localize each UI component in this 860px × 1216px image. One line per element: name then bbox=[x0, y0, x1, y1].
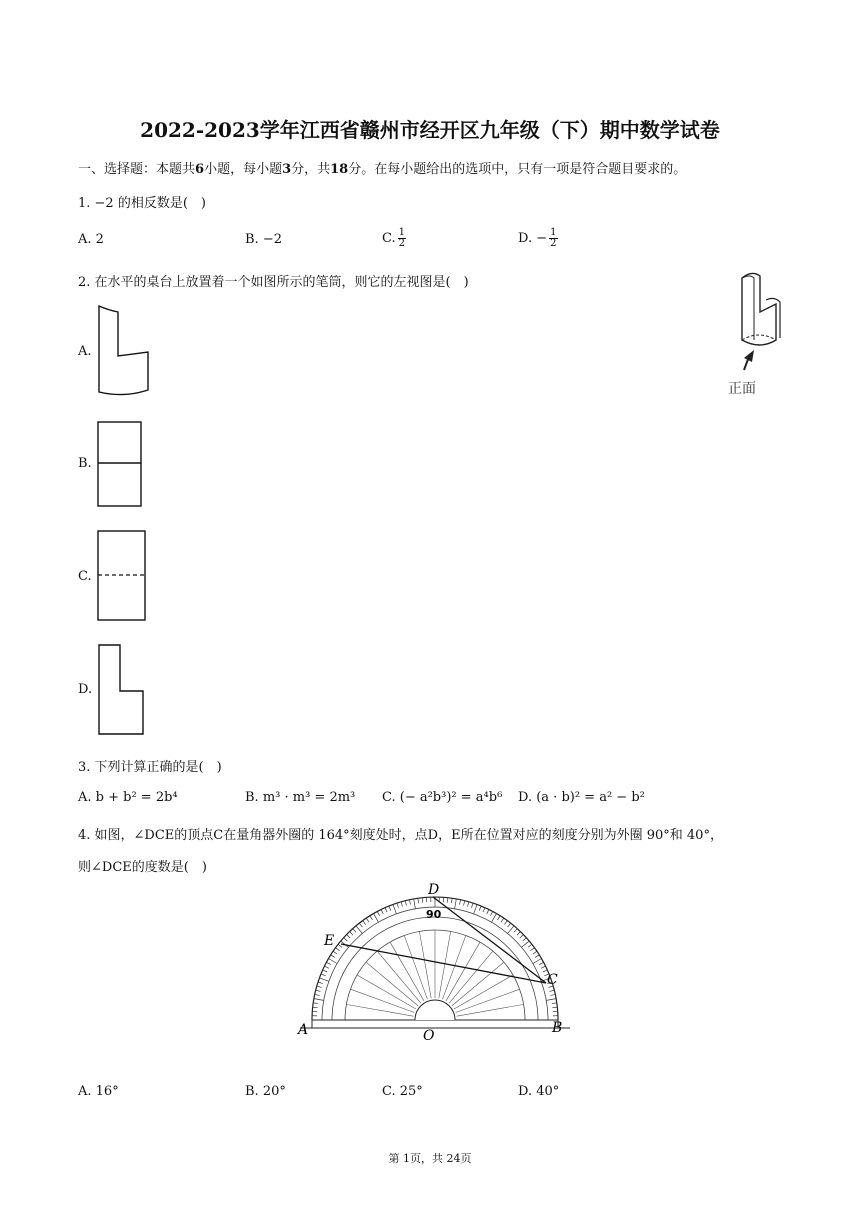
protractor-tick bbox=[520, 935, 524, 938]
protractor-tick bbox=[321, 974, 326, 976]
q2-option-b-figure[interactable] bbox=[96, 420, 146, 510]
protractor-tick bbox=[405, 901, 406, 906]
protractor-tick bbox=[314, 999, 324, 1001]
protractor-tick bbox=[317, 986, 322, 987]
protractor-tick bbox=[326, 962, 330, 964]
protractor-tick bbox=[347, 935, 351, 938]
protractor-tick bbox=[313, 1003, 318, 1004]
protractor-tick bbox=[316, 990, 321, 991]
section-heading: 一、选择题：本题共6小题，每小题3分，共18分。在每小题给出的选项中，只有一项是符合题目要求的。 bbox=[78, 162, 687, 177]
protractor-tick bbox=[381, 909, 383, 913]
protractor-tick bbox=[552, 1003, 557, 1004]
protractor-ray bbox=[357, 975, 416, 1009]
protractor-tick bbox=[393, 904, 396, 913]
protractor-tick bbox=[328, 959, 337, 964]
protractor-tick bbox=[344, 938, 348, 941]
point-e-label: E bbox=[324, 933, 335, 949]
protractor-tick bbox=[397, 903, 399, 908]
q1-option-d[interactable]: D. − $\frac{1}{2}$ bbox=[518, 227, 557, 249]
point-d-label: D bbox=[428, 882, 440, 898]
question-2-stem: 2. 在水平的桌台上放置着一个如图所示的笔筒，则它的左视图是( ) bbox=[78, 275, 469, 290]
protractor-tick bbox=[324, 966, 328, 968]
protractor-tick bbox=[315, 994, 320, 995]
q1-option-c[interactable]: C. $\frac{1}{2}$ bbox=[382, 227, 405, 249]
protractor-tick bbox=[451, 898, 452, 903]
protractor-tick bbox=[471, 903, 473, 908]
protractor-ray bbox=[350, 989, 414, 1012]
protractor-tick bbox=[541, 966, 545, 968]
protractor-ray bbox=[390, 942, 424, 1001]
protractor-tick bbox=[353, 929, 356, 933]
protractor-tick bbox=[468, 902, 469, 907]
protractor-tick bbox=[460, 900, 461, 905]
protractor-tick bbox=[374, 913, 379, 922]
q4-option-c[interactable]: C. 25° bbox=[382, 1084, 423, 1099]
q4-option-b[interactable]: B. 20° bbox=[245, 1084, 286, 1099]
protractor-ray bbox=[454, 975, 513, 1009]
protractor-tick bbox=[335, 948, 339, 951]
protractor-tick bbox=[498, 916, 501, 920]
protractor-tick bbox=[363, 920, 366, 924]
protractor-tick bbox=[492, 913, 497, 922]
protractor-tick bbox=[385, 908, 387, 913]
q4-option-a[interactable]: A. 16° bbox=[78, 1084, 119, 1099]
protractor-tick bbox=[550, 994, 555, 995]
protractor-ray bbox=[456, 989, 520, 1012]
q3-option-d[interactable]: D. (a · b)² = a² − b² bbox=[518, 790, 645, 805]
point-b-label: B bbox=[552, 1020, 563, 1036]
protractor-tick bbox=[422, 898, 423, 903]
q2-option-a[interactable]: A. bbox=[78, 344, 92, 359]
protractor-tick bbox=[523, 938, 527, 941]
protractor-tick bbox=[359, 923, 362, 927]
page-title: 2022-2023学年江西省赣州市经开区九年级（下）期中数学试卷 bbox=[140, 118, 720, 142]
protractor-ray bbox=[446, 942, 480, 1001]
protractor-tick bbox=[528, 944, 532, 947]
protractor-tick bbox=[356, 926, 362, 934]
protractor-figure bbox=[290, 880, 580, 1050]
protractor-tick bbox=[508, 923, 511, 927]
protractor-tick bbox=[539, 962, 543, 964]
protractor-tick bbox=[319, 978, 328, 981]
protractor-tick bbox=[522, 941, 530, 947]
point-o-label: O bbox=[423, 1028, 435, 1044]
protractor-tick bbox=[370, 916, 373, 920]
q1-option-b[interactable]: B. −2 bbox=[245, 232, 282, 247]
protractor-tick bbox=[350, 932, 353, 936]
protractor-tick bbox=[490, 911, 492, 915]
q2-option-b[interactable]: B. bbox=[78, 456, 92, 471]
protractor-tick bbox=[418, 898, 419, 903]
question-1-stem: 1. −2 的相反数是( ) bbox=[78, 196, 206, 211]
question-4-stem-line2: 则∠DCE的度数是( ) bbox=[78, 860, 207, 875]
protractor-tick bbox=[414, 899, 416, 909]
protractor-tick bbox=[401, 902, 402, 907]
protractor-tick bbox=[501, 918, 504, 922]
protractor-tick bbox=[447, 898, 448, 903]
q1-option-a[interactable]: A. 2 bbox=[78, 232, 104, 247]
fraction: $\frac{1}{2}$ bbox=[550, 227, 557, 249]
page-footer: 第 1页，共 24页 bbox=[388, 1152, 472, 1165]
question-4-stem-line1: 4. 如图，∠DCE的顶点C在量角器外圈的 164°刻度处时，点D，E所在位置对应的刻度分别为外圈 90°和 40°， bbox=[78, 828, 723, 843]
protractor-tick bbox=[366, 918, 369, 922]
protractor-ray bbox=[457, 1004, 524, 1016]
protractor-tick bbox=[514, 929, 517, 933]
q2-option-d-figure[interactable] bbox=[96, 643, 148, 738]
protractor-ray bbox=[404, 935, 427, 999]
q3-option-b[interactable]: B. m³ · m³ = 2m³ bbox=[245, 790, 356, 805]
protractor-tick bbox=[549, 990, 554, 991]
protractor-tick bbox=[313, 1007, 318, 1008]
protractor-tick bbox=[535, 955, 539, 958]
protractor-tick bbox=[483, 908, 485, 913]
front-label: 正面 bbox=[728, 381, 756, 397]
protractor-ray bbox=[419, 931, 431, 998]
protractor-tick bbox=[504, 920, 507, 924]
question-3-stem: 3. 下列计算正确的是( ) bbox=[78, 760, 222, 775]
protractor-tick bbox=[508, 926, 514, 934]
protractor-tick bbox=[546, 999, 556, 1001]
protractor-tick bbox=[323, 970, 328, 972]
q2-option-c[interactable]: C. bbox=[78, 569, 92, 584]
q2-option-c-figure[interactable] bbox=[96, 529, 148, 624]
protractor-tick bbox=[331, 955, 335, 958]
protractor-tick bbox=[487, 909, 489, 913]
protractor-tick bbox=[517, 932, 520, 936]
protractor-tick bbox=[409, 900, 410, 905]
scale-90-label: 90 bbox=[426, 908, 442, 921]
q2-option-d[interactable]: D. bbox=[78, 682, 93, 697]
q2-option-a-figure[interactable] bbox=[96, 304, 156, 400]
protractor-tick bbox=[333, 951, 337, 954]
protractor-tick bbox=[479, 906, 481, 911]
protractor-ray bbox=[346, 1004, 413, 1016]
protractor-tick bbox=[530, 948, 534, 951]
q3-option-c[interactable]: C. (− a²b³)² = a⁴b⁶ bbox=[382, 790, 503, 805]
protractor-tick bbox=[455, 899, 457, 909]
protractor-tick bbox=[318, 982, 323, 984]
q3-option-a[interactable]: A. b + b² = 2b⁴ bbox=[78, 790, 178, 805]
protractor-tick bbox=[389, 906, 391, 911]
point-a-label: A bbox=[298, 1022, 309, 1038]
protractor-tick bbox=[533, 959, 542, 964]
protractor-tick bbox=[377, 911, 379, 915]
protractor-tick bbox=[533, 951, 537, 954]
point-c-label: C bbox=[547, 972, 558, 988]
q4-option-d[interactable]: D. 40° bbox=[518, 1084, 560, 1099]
fraction: $\frac{1}{2}$ bbox=[398, 227, 405, 249]
protractor-tick bbox=[474, 904, 477, 913]
protractor-tick bbox=[552, 1007, 557, 1008]
protractor-tick bbox=[464, 901, 465, 906]
